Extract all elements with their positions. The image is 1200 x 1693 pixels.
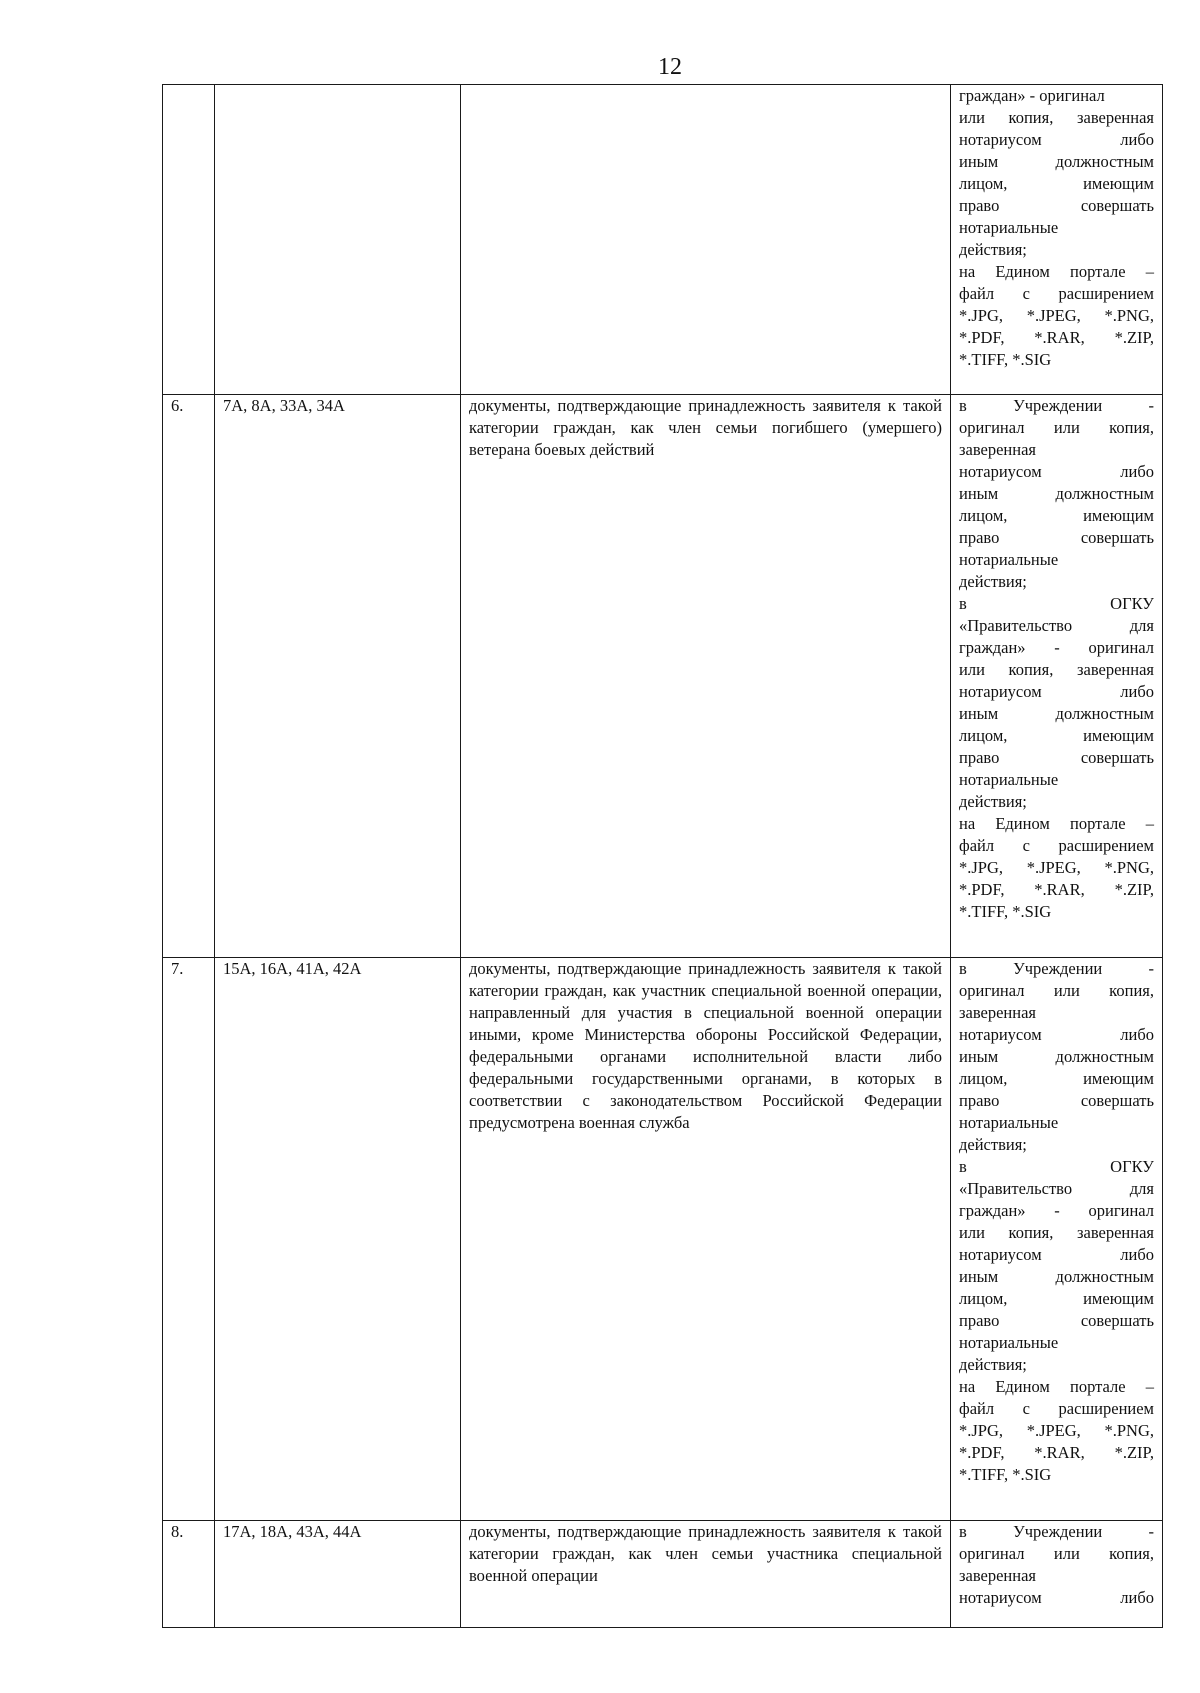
submission-line: в ОГКУ [959,594,1154,613]
submission-line: файл с расширением [959,836,1154,855]
submission-line: «Правительство для [959,616,1154,635]
submission-line: нотариальные [959,1113,1059,1132]
table-row-6 [163,395,1163,958]
table-row-continued [163,85,1163,395]
submission-line: нотариальные [959,550,1059,569]
documents-table [162,84,1163,1628]
submission-method-cell [951,958,1163,1521]
submission-line: *.PDF, *.RAR, *.ZIP, [959,328,1154,347]
submission-line: право совершать [959,528,1154,547]
category-codes-cell [215,85,461,395]
submission-line: граждан» - оригинал [959,86,1105,105]
submission-line: действия; [959,572,1027,591]
submission-method-cell [951,1521,1163,1628]
category-codes-cell: 7А, 8А, 33А, 34А [215,395,461,958]
submission-line: право совершать [959,748,1154,767]
table-row-8 [163,1521,1163,1628]
submission-line: лицом, имеющим [959,506,1154,525]
submission-line: действия; [959,1135,1027,1154]
submission-line: в ОГКУ [959,1157,1154,1176]
submission-line: заверенная [959,1566,1037,1585]
submission-line: граждан» - оригинал [959,638,1154,657]
row-number-cell: 7. [163,958,215,1521]
submission-line: *.JPG, *.JPEG, *.PNG, [959,858,1154,877]
submission-line: нотариусом либо [959,1025,1154,1044]
row-number-cell [163,85,215,395]
submission-line: оригинал или копия, [959,418,1154,437]
table-row-7 [163,958,1163,1521]
submission-line: иным должностным [959,152,1154,171]
submission-line: на Едином портале – [959,262,1154,281]
category-codes-cell: 17А, 18А, 43А, 44А [215,1521,461,1628]
submission-line: иным должностным [959,1267,1154,1286]
submission-line: *.JPG, *.JPEG, *.PNG, [959,306,1154,325]
submission-line: нотариальные [959,218,1059,237]
submission-line: *.TIFF, *.SIG [959,902,1052,921]
submission-method-cell [951,395,1163,958]
submission-line: в Учреждении - [959,959,1154,978]
submission-line: право совершать [959,1091,1154,1110]
submission-line: заверенная [959,1003,1037,1022]
submission-line: «Правительство для [959,1179,1154,1198]
submission-line: *.TIFF, *.SIG [959,350,1052,369]
submission-line: на Едином портале – [959,1377,1154,1396]
submission-line: нотариусом либо [959,1588,1154,1607]
submission-line: или копия, заверенная [959,108,1154,127]
submission-line: иным должностным [959,704,1154,723]
submission-line: *.TIFF, *.SIG [959,1465,1052,1484]
submission-line: нотариальные [959,770,1059,789]
submission-line: право совершать [959,1311,1154,1330]
submission-line: нотариусом либо [959,462,1154,481]
submission-line: *.PDF, *.RAR, *.ZIP, [959,1443,1154,1462]
submission-line: лицом, имеющим [959,174,1154,193]
submission-method-cell [951,85,1163,395]
submission-line: действия; [959,240,1027,259]
submission-line: действия; [959,792,1027,811]
submission-line: заверенная [959,440,1037,459]
submission-line: нотариальные [959,1333,1059,1352]
submission-line: иным должностным [959,484,1154,503]
submission-line: граждан» - оригинал [959,1201,1154,1220]
page-number: 12 [658,54,682,80]
submission-line: *.JPG, *.JPEG, *.PNG, [959,1421,1154,1440]
submission-line: право совершать [959,196,1154,215]
submission-line: лицом, имеющим [959,1069,1154,1088]
submission-line: нотариусом либо [959,130,1154,149]
submission-line: оригинал или копия, [959,1544,1154,1563]
submission-line: действия; [959,1355,1027,1374]
document-description-cell [461,85,951,395]
submission-line: на Едином портале – [959,814,1154,833]
submission-line: нотариусом либо [959,682,1154,701]
category-codes-cell: 15А, 16А, 41А, 42А [215,958,461,1521]
submission-line: оригинал или копия, [959,981,1154,1000]
document-description-cell: документы, подтверждающие принадлежность заявителя к такой категории граждан, как член семьи участника специальной военной операции [461,1521,951,1628]
submission-line: в Учреждении - [959,396,1154,415]
document-description-cell: документы, подтверждающие принадлежность заявителя к такой категории граждан, как член семьи погибшего (умершего) ветерана боевых действий [461,395,951,958]
submission-line: в Учреждении - [959,1522,1154,1541]
row-number-cell: 8. [163,1521,215,1628]
submission-line: или копия, заверенная [959,660,1154,679]
row-number-cell: 6. [163,395,215,958]
submission-line: иным должностным [959,1047,1154,1066]
document-description-cell: документы, подтверждающие принадлежность заявителя к такой категории граждан, как участник специальной военной операции, направленный для участия в специальной военной операции иными, кроме Министерства обороны Российской Федерации, федеральными органами исполнительной власти либо федеральными государственными органами, в которых в соответствии с законодательством Российской Федерации предусмотрена военная служба [461,958,951,1521]
submission-line: лицом, имеющим [959,1289,1154,1308]
submission-line: нотариусом либо [959,1245,1154,1264]
submission-line: или копия, заверенная [959,1223,1154,1242]
submission-line: файл с расширением [959,1399,1154,1418]
submission-line: файл с расширением [959,284,1154,303]
submission-line: лицом, имеющим [959,726,1154,745]
submission-line: *.PDF, *.RAR, *.ZIP, [959,880,1154,899]
